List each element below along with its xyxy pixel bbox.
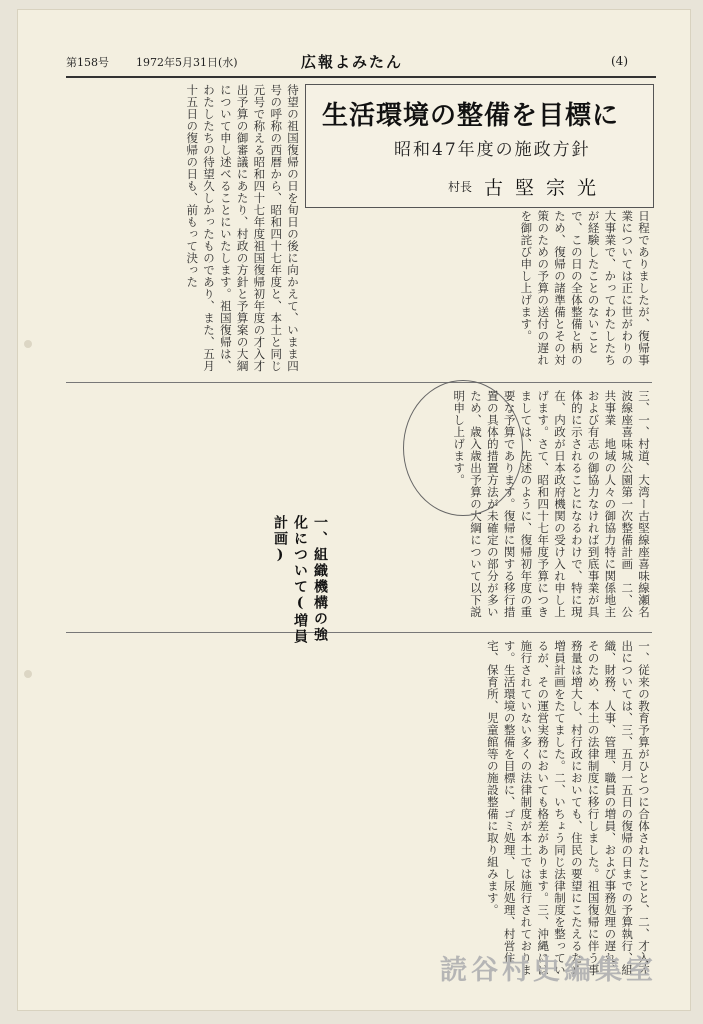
article-subtitle: 昭和47年度の施政方針 — [394, 140, 591, 160]
page-number: (4) — [611, 54, 628, 68]
hand-drawn-circle — [403, 380, 523, 516]
article-text-block: 日程でありましたが、復帰事業については正に世がわりの大事業で、かってわたしたちが経験したことのないことで、この日の全体整備と柄のため、復帰の諸準備とその対策のための予算の送付の遅れを御詫び申し上げます。 — [519, 210, 651, 366]
binding-hole — [24, 670, 32, 678]
article-text-block: 一、従来の教育予算がひとつに合体されたことと、二、才入才出については、三、五月一五日の復帰の日までの予算執行、組織、財務、人事、管理、職員の増員、および事務処理の遅れ、そのため、本土の法律制度に移行しました。祖国復帰に伴う事務量は増大し、村行政においても、住民の要望にこたえるため増員計画をたてました。二、いちょう同じ法律制度を整っているが、その運営実務においても格差があります。三、沖縄には施行されていない多くの法律制度が本土では施行されております。生活環境の整備を目標に、ゴミ処理、し尿処理、村営住宅、保育所、児童館等の施設整備に取り組みます。 — [485, 640, 651, 976]
section-divider — [66, 632, 652, 633]
header-rule — [66, 76, 656, 78]
issue-number: 第158号 — [66, 56, 109, 69]
article-title-box — [305, 84, 654, 208]
page-header — [66, 50, 656, 76]
section-divider — [66, 382, 652, 383]
article-text-block: 三、一、村道、大湾ー古堅線座喜味線瀬名波線座喜味城公園第一次整備計画 二、公共事業 地域の人々の御協力特に関係地主および有志の御協力なければ到底事業が具体的に示されることになるわけで、特に現在、内政が日本政府機関の受け入れ申し上げます。さて、昭和四十七年度予算につきましては、先述のように、復帰初年度の重要な予算であります。復帰に関する移行措置の具体的措置方法が未確定の部分が多いため、歳入歳出予算の大綱について以下説明申し上げます。 — [452, 390, 651, 618]
archive-watermark: 読谷村史編集室 — [440, 955, 657, 986]
author-role: 村長 — [448, 180, 473, 194]
article-text-block: 待望の祖国復帰の日を旬日の後に向かえて、いまま四号の呼称の西暦から、昭和四十七年度と、本土と同じ元号で称える昭和四十七年度祖国復帰初年度の才入才出予算の御審議にあたり、村政の方針と予算案の大綱について申し述べることにいたします。祖国復帰は、わたしたちの待望久しかったものであり、また、五月十五日の復帰の日も、前もって決った — [185, 84, 300, 372]
section-heading: 一、組織機構の強化について(増員計画) — [272, 515, 328, 645]
author-name: 古堅宗光 — [484, 177, 609, 199]
publication-title: 広報よみたん — [301, 53, 404, 71]
binding-hole — [24, 340, 32, 348]
article-title: 生活環境の整備を目標に — [322, 101, 620, 131]
issue-date: 1972年5月31日(水) — [136, 56, 238, 69]
